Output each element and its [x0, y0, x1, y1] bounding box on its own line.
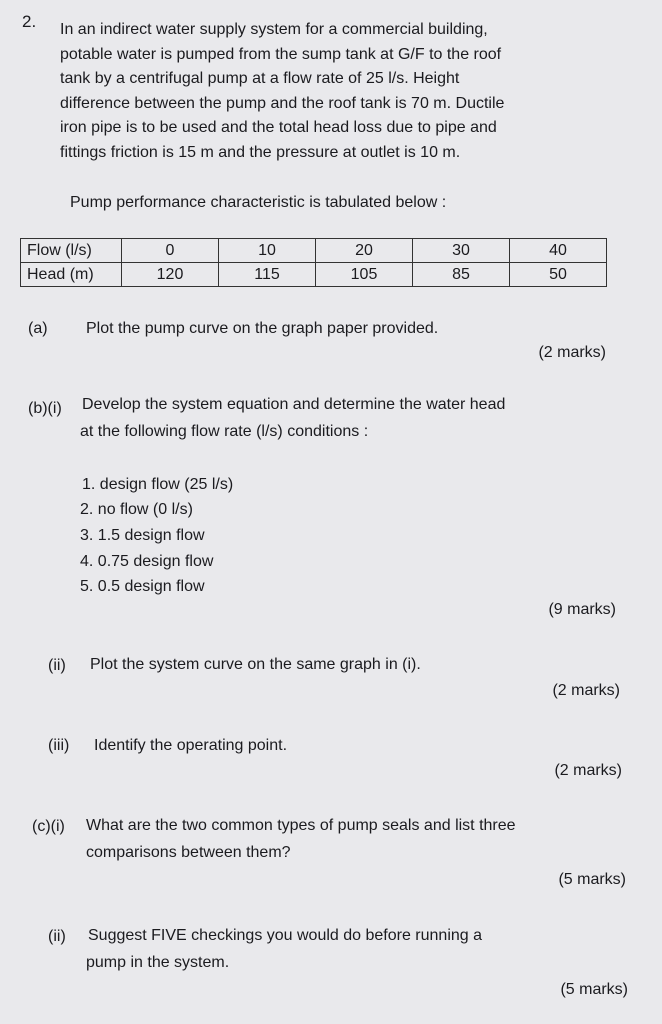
table-row: [21, 263, 607, 287]
part-a-text: Plot the pump curve on the graph paper provided.: [86, 320, 439, 337]
table-cell: 20: [316, 239, 413, 263]
intro-line: potable water is pumped from the sump tank at G/F to the roof: [60, 45, 502, 63]
table-intro: Pump performance characteristic is tabulated below :: [70, 194, 447, 211]
part-b-ii-label: (ii): [48, 657, 66, 674]
part-a-marks: (2 marks): [538, 344, 606, 361]
intro-line: difference between the pump and the roof tank is 70 m. Ductile: [60, 94, 505, 112]
part-a-label: (a): [28, 320, 48, 337]
part-c-i-line: What are the two common types of pump seals and list three: [86, 817, 516, 834]
part-b-i-label: (b)(i): [28, 400, 62, 417]
condition-item: 3. 1.5 design flow: [80, 527, 205, 544]
row-header: Head (m): [21, 263, 122, 287]
intro-line: tank by a centrifugal pump at a flow rate of 25 l/s. Height: [60, 70, 460, 87]
part-b-ii-text: Plot the system curve on the same graph in (i).: [90, 656, 421, 673]
part-c-i-line: comparisons between them?: [86, 844, 291, 861]
table-cell: 115: [219, 263, 316, 287]
pump-performance-table: [20, 238, 607, 287]
table-cell: 105: [316, 263, 413, 287]
question-intro: [60, 18, 615, 165]
part-c-i-marks: (5 marks): [558, 871, 626, 888]
intro-line: fittings friction is 15 m and the pressure at outlet is 10 m.: [60, 143, 461, 161]
table-row: [21, 239, 607, 263]
table-cell: 10: [219, 239, 316, 263]
part-c-ii-label: (ii): [48, 928, 66, 945]
table-cell: 30: [413, 239, 510, 263]
part-b-i-line: at the following flow rate (l/s) conditions :: [80, 423, 369, 440]
table-cell: 50: [510, 263, 607, 287]
part-b-i-marks: (9 marks): [548, 601, 616, 618]
table-cell: 120: [122, 263, 219, 287]
condition-item: 1. design flow (25 l/s): [82, 476, 234, 493]
intro-line: iron pipe is to be used and the total head loss due to pipe and: [60, 119, 497, 136]
question-number: 2.: [22, 12, 37, 31]
condition-item: 4. 0.75 design flow: [80, 553, 214, 570]
part-c-i-label: (c)(i): [32, 818, 65, 835]
part-b-iii-label: (iii): [48, 737, 70, 754]
part-b-iii-text: Identify the operating point.: [94, 737, 288, 754]
condition-item: 5. 0.5 design flow: [80, 578, 205, 595]
condition-item: 2. no flow (0 l/s): [80, 501, 193, 518]
table-cell: 0: [122, 239, 219, 263]
part-c-ii-line: pump in the system.: [86, 954, 230, 971]
part-b-i-line: Develop the system equation and determine the water head: [82, 396, 506, 413]
row-header: Flow (l/s): [21, 239, 122, 263]
part-c-ii-marks: (5 marks): [560, 981, 628, 998]
intro-line: In an indirect water supply system for a commercial building,: [60, 21, 488, 38]
part-b-iii-marks: (2 marks): [554, 762, 622, 779]
table-cell: 85: [413, 263, 510, 287]
table-cell: 40: [510, 239, 607, 263]
part-b-ii-marks: (2 marks): [552, 682, 620, 699]
part-c-ii-line: Suggest FIVE checkings you would do before running a: [88, 927, 483, 944]
